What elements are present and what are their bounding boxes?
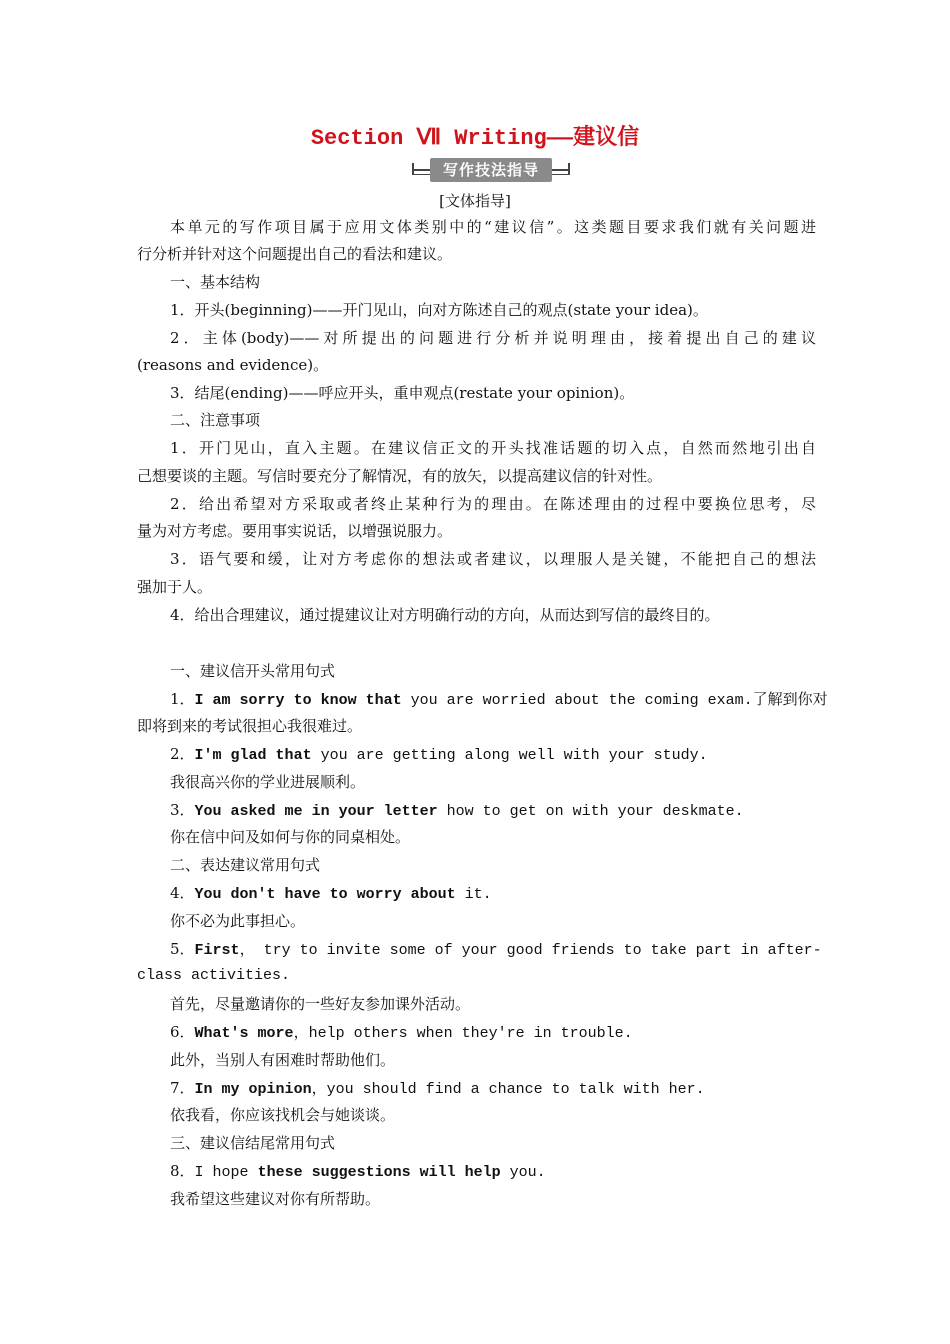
translation: 此外，当别人有困难时帮助他们。 [170,1051,396,1069]
example-text: I hope [194,1164,258,1181]
example-text: class activities. [137,967,291,984]
subheading: [文体指导] [439,192,511,210]
note-line: 量为对方考虑。要用事实说话，以增强说服力。 [137,522,453,540]
example-text: ， try to invite some of your good friends to take part in after- [239,942,822,959]
example-text: ，help others when they're in trouble. [293,1025,633,1042]
example-text: ，you should find a chance to talk with her. [311,1081,705,1098]
section-heading: 一、基本结构 [170,273,261,291]
section-heading: 二、注意事项 [170,411,261,429]
item-number: 8． [170,1162,195,1180]
key-phrase: What's more [194,1025,294,1042]
translation: 即将到来的考试很担心我很难过。 [137,717,363,735]
phrase-item [170,1078,850,1100]
banner-label: 写作技法指导 [430,158,552,182]
translation: 你不必为此事担心。 [170,912,306,930]
note-line: 强加于人。 [137,578,213,596]
key-phrase: First [194,942,240,959]
phrase-item [170,689,850,711]
note-line: 己想要谈的主题。写信时要充分了解情况，有的放矢，以提高建议信的针对性。 [137,467,663,485]
section-banner [412,157,570,183]
key-phrase: these suggestions will help [257,1164,501,1181]
section-heading: 一、建议信开头常用句式 [170,662,336,680]
item-number: 4． [170,884,195,902]
translation: 我很高兴你的学业进展顺利。 [170,773,366,791]
translation: 依我看，你应该找机会与她谈谈。 [170,1106,396,1124]
key-phrase: I'm glad that [194,747,312,764]
section-heading: 二、表达建议常用句式 [170,856,321,874]
intro-line: 本单元的写作项目属于应用文体类别中的“建议信”。这类题目要求我们就有关问题进 [170,218,816,236]
section-heading: 三、建议信结尾常用句式 [170,1134,336,1152]
translation: 我希望这些建议对你有所帮助。 [170,1190,381,1208]
key-phrase: You asked me in your letter [194,803,438,820]
structure-item: 2．主体(body)——对所提出的问题进行分析并说明理由，接着提出自己的建议 [170,329,816,347]
phrase-item [170,800,850,822]
phrase-item [170,883,850,905]
page-title: Section Ⅶ Writing——建议信 [310,126,640,151]
phrase-item [170,1022,850,1044]
note-line: 4．给出合理建议，通过提建议让对方明确行动的方向，从而达到写信的最终目的。 [170,606,720,624]
item-number: 3． [170,801,195,819]
item-number: 2． [170,745,195,763]
example-text: you. [500,1164,546,1181]
structure-item: 3．结尾(ending)——呼应开头，重申观点(restate your opinion)。 [170,384,635,402]
translation: 首先，尽量邀请你的一些好友参加课外活动。 [170,995,471,1013]
intro-line: 行分析并针对这个问题提出自己的看法和建议。 [137,245,453,263]
key-phrase: In my opinion [194,1081,312,1098]
item-number: 6． [170,1023,195,1041]
example-text: how to get on with your deskmate. [437,803,744,820]
banner-bracket [412,163,414,175]
key-phrase: You don't have to worry about [194,886,456,903]
note-line: 1．开门见山，直入主题。在建议信正文的开头找准话题的切入点，自然而然地引出自 [170,439,816,457]
key-phrase: I am sorry to know that [194,692,402,709]
phrase-item [170,1161,850,1183]
item-number: 1． [170,690,195,708]
item-number: 5． [170,940,195,958]
phrase-item [170,744,850,766]
structure-item: 1．开头(beginning)——开门见山，向对方陈述自己的观点(state your idea)。 [170,301,708,319]
note-line: 3．语气要和缓，让对方考虑你的想法或者建议，以理服人是关键，不能把自己的想法 [170,550,816,568]
translation: 你在信中问及如何与你的同桌相处。 [170,828,411,846]
banner-bracket [568,163,570,175]
note-line: 2．给出希望对方采取或者终止某种行为的理由。在陈述理由的过程中要换位思考，尽 [170,495,816,513]
item-number: 7． [170,1079,195,1097]
example-text: it. [455,886,492,903]
structure-item: (reasons and evidence)。 [137,356,329,374]
example-text: you are worried about the coming exam.了解到你对 [401,692,828,709]
phrase-item [170,939,850,961]
example-text: you are getting along well with your study. [311,747,708,764]
